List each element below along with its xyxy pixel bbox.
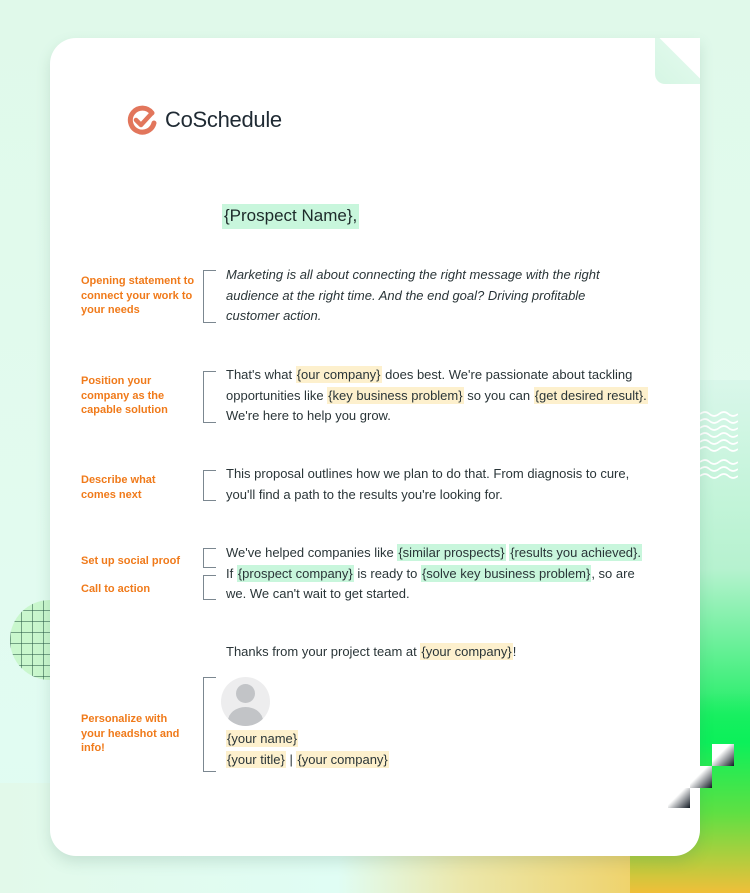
placeholder-our-company[interactable]: {our company} (296, 367, 381, 382)
text: so you can (463, 387, 534, 403)
placeholder-key-business-problem[interactable]: {key business problem} (328, 387, 463, 403)
placeholder-your-company[interactable]: {your company} (421, 644, 512, 659)
paragraph-position (226, 365, 676, 427)
text: ! (512, 644, 517, 659)
signature-block (226, 729, 676, 770)
greeting: {Prospect Name}, (222, 204, 359, 229)
line: We're here to help you grow. (226, 408, 391, 423)
bracket (203, 270, 216, 323)
text: If (226, 565, 237, 581)
bracket-cta (203, 575, 216, 600)
annotation-social-proof: Set up social proof (81, 555, 181, 567)
text: , so are (591, 565, 635, 581)
avatar-body (228, 707, 263, 726)
annotation-call-to-action: Call to action (81, 583, 151, 595)
line (226, 729, 676, 750)
line: This proposal outlines how we plan to do that. From diagnosis to cure, (226, 466, 630, 481)
pixel-decoration (712, 744, 734, 766)
placeholder-signature-company[interactable]: {your company} (297, 751, 388, 767)
paragraph-opening (226, 265, 676, 327)
paragraph-next (226, 464, 676, 505)
line: audience at the right time. And the end goal? Driving profitable (226, 287, 586, 303)
avatar-head (236, 684, 255, 703)
brand-name: CoSchedule (165, 107, 282, 132)
line (226, 564, 676, 585)
page-fold-corner (655, 38, 700, 84)
line: you'll find a path to the results you're looking for. (226, 486, 503, 502)
text: We've helped companies like (226, 545, 398, 560)
placeholder-similar-prospects[interactable]: {similar prospects} (398, 545, 505, 560)
line: we. We can't wait to get started. (226, 586, 410, 601)
line (226, 386, 676, 407)
line (226, 365, 676, 386)
line: customer action. (226, 308, 322, 323)
annotation-opening: Opening statement to connect your work to your needs (81, 275, 195, 316)
placeholder-solve-problem[interactable]: {solve key business problem} (421, 565, 591, 581)
bracket (203, 470, 216, 501)
pixel-decoration (668, 788, 690, 808)
pixel-decoration (690, 766, 712, 788)
line: Marketing is all about connecting the right message with the right (226, 267, 600, 282)
separator: | (285, 751, 297, 767)
check-circle-icon (126, 104, 158, 136)
bracket (203, 677, 216, 772)
line (226, 750, 676, 771)
closing-line (226, 642, 676, 663)
avatar-placeholder-icon[interactable] (221, 677, 270, 726)
text: does best. We're passionate about tackling (381, 367, 633, 382)
paragraph-social-cta (226, 543, 676, 605)
coschedule-logo (126, 104, 282, 136)
text: is ready to (353, 565, 421, 581)
placeholder-your-name[interactable]: {your name} (227, 731, 298, 746)
annotation-position: Position your company as the capable solution (81, 375, 168, 416)
placeholder-your-title[interactable]: {your title} (227, 751, 285, 767)
annotation-signature: Personalize with your headshot and info! (81, 713, 180, 754)
annotation-next: Describe what comes next (81, 474, 156, 501)
bracket-social-proof (203, 548, 216, 568)
placeholder-desired-result[interactable]: {get desired result}. (534, 387, 647, 403)
text: Thanks from your project team at (226, 644, 421, 659)
bracket (203, 371, 216, 423)
line (226, 543, 676, 564)
placeholder-prospect-company[interactable]: {prospect company} (237, 565, 353, 581)
placeholder-results-achieved[interactable]: {results you achieved}. (510, 545, 641, 560)
wave-lines-decoration (700, 410, 738, 490)
text: That's what (226, 367, 296, 382)
text: opportunities like (226, 387, 328, 403)
